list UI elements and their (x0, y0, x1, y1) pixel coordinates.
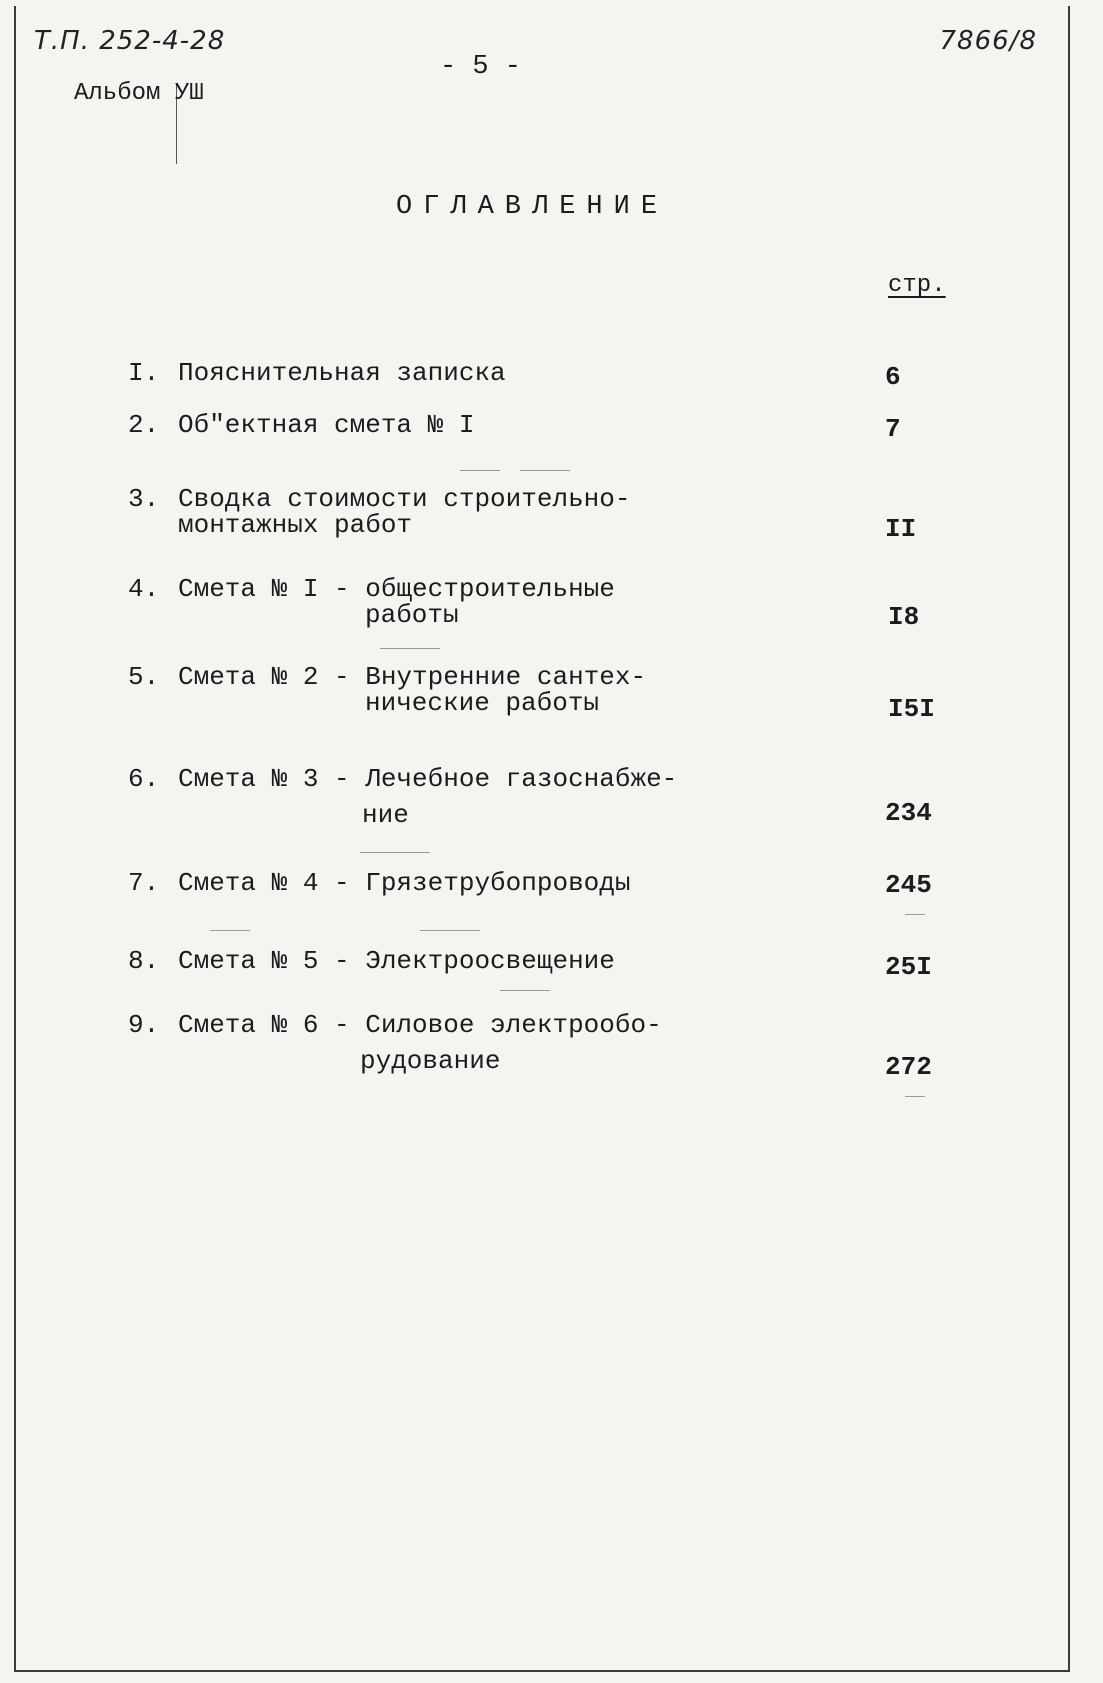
toc-item-number: 6. (128, 764, 160, 794)
toc-item-page: 245 (885, 870, 932, 900)
document-code: Т.П. 252-4-28 (34, 26, 226, 56)
toc-item-title: Смета № I - общестроительные (178, 574, 615, 604)
toc-title: ОГЛАВЛЕНИЕ (396, 192, 669, 222)
page-number: - 5 - (440, 52, 522, 82)
toc-item-title-continued: нические работы (365, 688, 600, 718)
toc-item-number: 2. (128, 410, 160, 440)
scan-speck (380, 648, 440, 649)
toc-item-number: 4. (128, 574, 160, 604)
toc-item-number: 9. (128, 1010, 160, 1040)
toc-item-page: I5I (888, 694, 935, 724)
toc-item-number: I. (128, 358, 160, 388)
toc-item-page: 7 (885, 414, 901, 444)
scan-speck (520, 470, 570, 471)
toc-item-number: 3. (128, 484, 160, 514)
toc-item-title: Об"ектная смета № I (178, 410, 475, 440)
pages-column-header: стр. (888, 272, 946, 299)
scan-speck (420, 930, 480, 931)
toc-item-number: 5. (128, 662, 160, 692)
toc-item-page: 25I (885, 952, 932, 982)
scan-speck (905, 1096, 925, 1097)
toc-item-title: Пояснительная записка (178, 358, 506, 388)
toc-item-page: 272 (885, 1052, 932, 1082)
toc-item-title: Смета № 6 - Силовое электрообо- (178, 1010, 662, 1040)
scan-speck (210, 930, 250, 931)
page-frame (14, 6, 1070, 1672)
scan-speck (905, 914, 925, 915)
toc-item-title-continued: работы (365, 600, 459, 630)
toc-item-title-continued: ние (362, 800, 409, 830)
toc-item-title: Смета № 3 - Лечебное газоснабже- (178, 764, 678, 794)
toc-item-title-continued: монтажных работ (178, 510, 413, 540)
album-label: Альбом УШ (74, 80, 204, 107)
toc-item-title: Сводка стоимости строительно- (178, 484, 631, 514)
toc-item-title: Смета № 4 - Грязетрубопроводы (178, 868, 631, 898)
toc-item-number: 8. (128, 946, 160, 976)
toc-item-number: 7. (128, 868, 160, 898)
toc-item-page: 6 (885, 362, 901, 392)
toc-item-page: I8 (888, 602, 920, 632)
sheet-code: 7866/8 (939, 26, 1037, 56)
toc-item-title: Смета № 5 - Электроосвещение (178, 946, 615, 976)
scan-speck (500, 990, 550, 991)
scan-speck (360, 852, 430, 853)
toc-item-page: 234 (885, 798, 932, 828)
toc-item-page: II (885, 514, 917, 544)
toc-item-title-continued: рудование (360, 1046, 501, 1076)
toc-item-title: Смета № 2 - Внутренние сантех- (178, 662, 647, 692)
scan-speck (460, 470, 500, 471)
